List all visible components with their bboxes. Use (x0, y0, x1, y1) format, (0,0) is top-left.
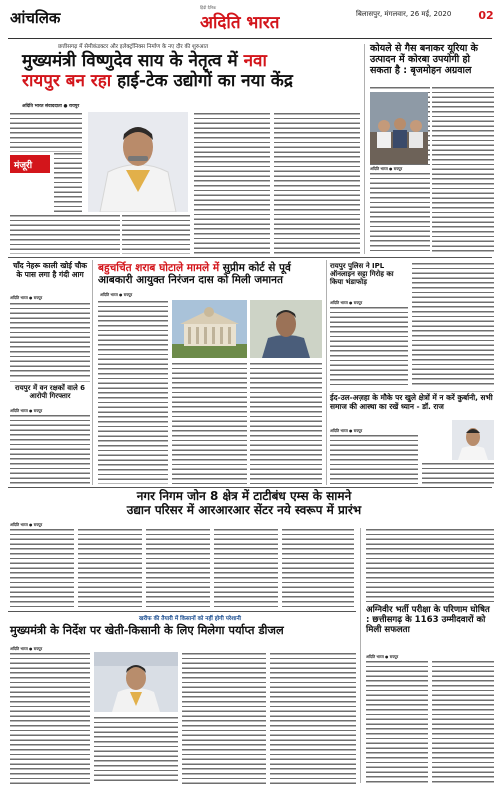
left-headline-2: रायपुर में वन रक्षकों वाले 6 आरोपी गिरफ्तार (14, 384, 86, 401)
supreme-court-photo (172, 300, 247, 358)
eid-photo (452, 420, 494, 460)
lead-headline-part1: मुख्यमंत्री विष्णुदेव साय के नेतृत्व में (22, 51, 244, 71)
nigam-headline (44, 490, 444, 518)
korba-headline: कोयले से गैस बनाकर यूरिया के उत्पादन में कोरबा उपयोगी हो सकता है : बृजमोहन अग्रवाल (370, 43, 478, 76)
chief-minister-portrait (88, 112, 188, 212)
masthead-rule (8, 38, 492, 39)
nigam-body-b (78, 528, 142, 608)
lead-headline-part4: हाई-टेक उद्योगों का नया केंद्र (117, 70, 293, 91)
liquor-body-a (98, 300, 168, 484)
diesel-body-c (182, 652, 266, 784)
lead-body-col4 (274, 112, 360, 254)
court-building-illustration (172, 300, 247, 358)
liquor-body-b (172, 362, 247, 484)
left-body-1 (10, 302, 90, 378)
niranjan-das-photo (250, 300, 322, 358)
diesel-body-d (270, 652, 356, 784)
ipl-body-a (330, 306, 408, 388)
agniveer-body-b (432, 660, 494, 784)
cm-meeting-portrait (94, 652, 178, 712)
section-label: आंचलिक (10, 9, 61, 27)
lead-kicker: छत्तीसगढ़ में सेमीकंडक्टर और इलेक्ट्रॉनिक्स निर्माण के नए दौर की शुरुआत (58, 44, 209, 50)
diesel-kicker: खरीफ की तैयारी में किसानों को नहीं होगी परेशानी (139, 616, 241, 622)
officer-portrait (250, 300, 322, 358)
lead-headline-part2: नवा (243, 51, 267, 71)
agniveer-byline: अदिति भारत ● रायपुर (366, 654, 399, 659)
liquor-headline-line2: आबकारी आयुक्त निरंजन दास को मिली जमानत (98, 274, 283, 287)
korba-body-b (432, 86, 494, 254)
left-body-2 (10, 414, 90, 484)
diesel-headline: मुख्यमंत्री के निर्देश पर खेती-किसानी के लिए मिलेगा पर्याप्त डीजल (10, 623, 284, 637)
ipl-body-b (412, 262, 494, 388)
agniveer-headline: अग्निवीर भर्ती परीक्षा के परिणाम घोषित : छत्तीसगढ़ के 1163 उम्मीदवारों को मिली सफलता (366, 605, 490, 635)
masthead (0, 0, 500, 40)
brand-logo (196, 3, 306, 37)
nigam-byline: अदिति भारत ● रायपुर (10, 522, 43, 527)
eid-headline: ईद-उल-अज़हा के मौके पर खुले क्षेत्रों में न करें कुर्बानी, सभी समाज की आस्था का रखें ध्यान - डॉ. राज (330, 393, 493, 411)
lead-body-col3 (194, 112, 270, 254)
left-byline-1: अदिति भारत ● रायपुर (10, 295, 43, 300)
liquor-headline-part1: बहुचर्चित शराब घोटाले मामले में (98, 262, 223, 274)
lead-headline (22, 52, 362, 91)
meeting-photo (370, 92, 428, 164)
nigam-headline-line1: नगर निगम जोन 8 क्षेत्र में टाटीबंध एम्स के सामने (136, 489, 352, 503)
eid-byline: अदिति भारत ● रायपुर (330, 428, 363, 433)
eid-body-a (330, 434, 418, 484)
liquor-headline (98, 262, 323, 286)
diesel-body-a (10, 652, 90, 784)
nigam-headline-line2: उद्यान परिसर में आरआरआर सेंटर नये स्वरूप में प्रारंभ (126, 502, 362, 517)
ipl-headline: रायपुर पुलिस ने IPL ऑनलाइन सट्टा गिरोह का किया भंडाफोड़ (330, 262, 394, 287)
liquor-byline: अदिति भारत ● रायपुर (100, 292, 133, 297)
lead-body-col1b (54, 152, 82, 212)
eid-body-b (422, 462, 494, 484)
manjuri-label: मंजूरी (10, 155, 50, 173)
brand-name: अदिति भारत (200, 13, 280, 33)
lead-byline: अदिति भारत संवाददाता ● रायपुर (22, 104, 80, 109)
lead-headline-part3: रायपुर बन रहा (22, 70, 118, 91)
brand-tag: हिंदी दैनिक (200, 5, 217, 10)
lead-body-col1 (10, 112, 82, 152)
agniveer-body-a (366, 660, 428, 784)
nigam-body-a (10, 528, 74, 608)
liquor-headline-part2: सुप्रीम कोर्ट से पूर्व (222, 262, 291, 274)
lead-photo (88, 112, 188, 212)
nigam-body-f (366, 528, 494, 602)
page-number: 02 (476, 7, 496, 25)
liquor-body-c (250, 362, 322, 484)
left-headline-1: चाँद नेहरू काली खोई चौक के पास लगा है गंदी आग (12, 261, 88, 279)
nigam-body-c (146, 528, 210, 608)
korba-byline: अदिति भारत ● रायपुर (370, 166, 403, 171)
dateline: बिलासपुर, मंगलवार, 26 मई, 2020 (356, 10, 452, 18)
nigam-body-e (282, 528, 354, 608)
official-portrait (452, 420, 494, 460)
left-byline-2: अदिति भारत ● रायपुर (10, 408, 43, 413)
ipl-byline: अदिति भारत ● रायपुर (330, 300, 363, 305)
korba-body-c (370, 172, 430, 254)
diesel-photo (94, 652, 178, 712)
nigam-body-d (214, 528, 278, 608)
diesel-byline: अदिति भारत ● रायपुर (10, 646, 43, 651)
diesel-body-b (94, 716, 178, 784)
lead-body-col1c (10, 214, 120, 254)
korba-photo (370, 92, 428, 164)
lead-body-col2 (122, 214, 190, 254)
